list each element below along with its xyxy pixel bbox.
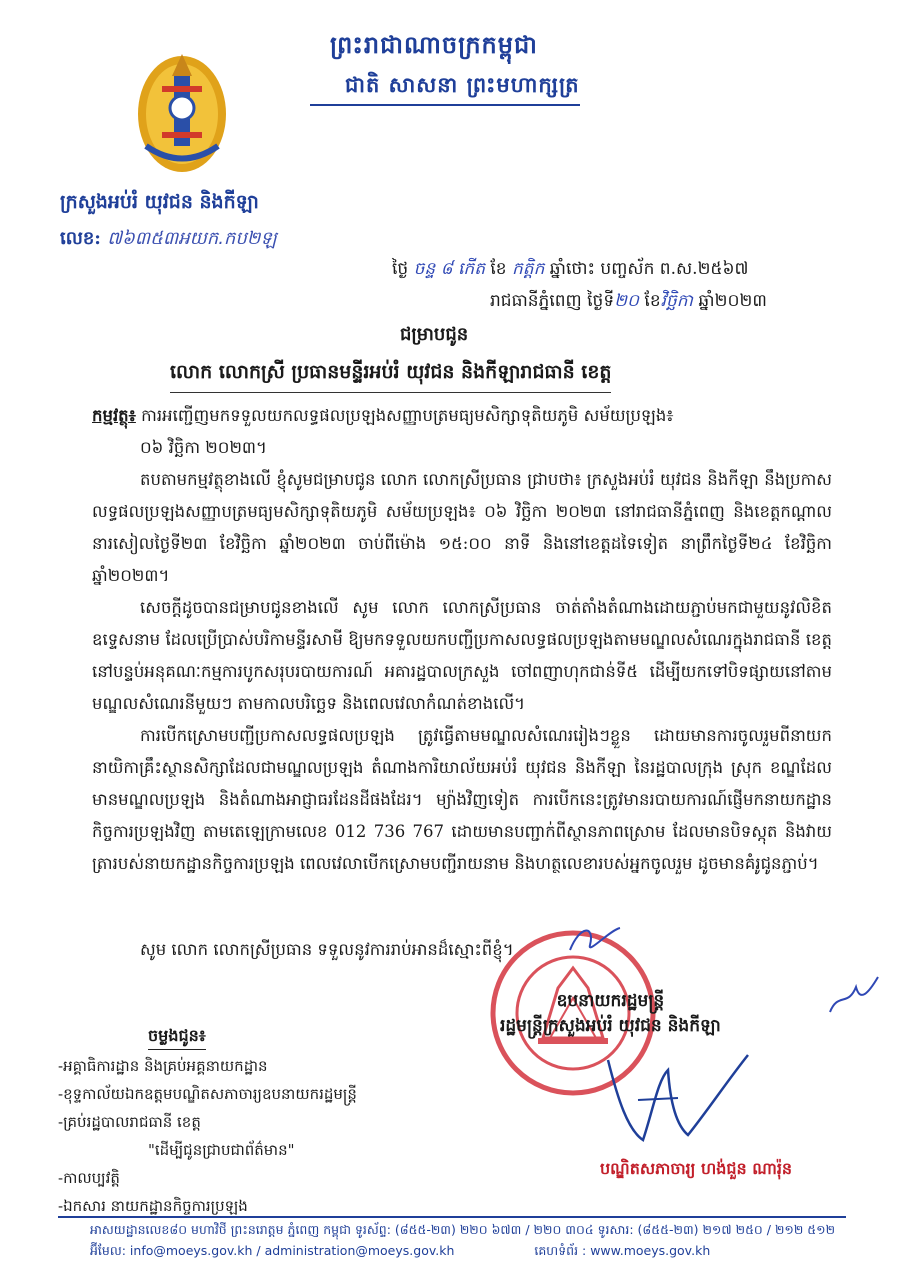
kingdom-title: ព្រះរាជាណាចក្រកម្ពុជា — [330, 30, 538, 59]
day-handwritten: ២០ — [614, 291, 640, 311]
lunar-year: ឆ្នាំថោះ បញ្ចស័ក ព.ស.២៥៦៧ — [549, 259, 749, 279]
cc-item: -ឯកសារ នាយកដ្ឋានកិច្ចការប្រឡង — [58, 1197, 248, 1215]
cc-item: -ខុទ្ទកាល័យឯកឧត្ដមបណ្ឌិតសភាចារ្យឧបនាយករដ្ឋមន្ត្រី — [58, 1085, 357, 1103]
addressee-name: លោក លោកស្រី ប្រធានមន្ទីរអប់រំ យុវជន និងកីឡារាជធានី ខេត្ត — [170, 360, 611, 393]
place-day-label: រាជធានីភ្នំពេញ ថ្ងៃទី — [490, 291, 615, 311]
closing-line: សូម លោក លោកស្រីប្រធាន ទទួលនូវការរាប់អានដ៏ស្មោះពីខ្ញុំ។ — [140, 940, 514, 959]
subject-line — [92, 400, 832, 432]
signature — [598, 1040, 758, 1154]
signer-title-2: រដ្ឋមន្ត្រីក្រសួងអប់រំ យុវជន និងកីឡា — [500, 1016, 721, 1036]
handwritten-mark — [828, 972, 888, 1026]
ministry-name: ក្រសួងអប់រំ យុវជន និងកីឡា — [60, 191, 259, 213]
subject-continuation: ០៦ វិច្ឆិកា ២០២៣។ — [140, 438, 267, 457]
ref-value: ៧៦៣៥៣អយក.កប២ឡ — [107, 228, 277, 249]
footer-address: អាសយដ្ឋានលេខ៨០ មហាវិថី ព្រះនរោត្តម ភ្នំពេញ កម្ពុជា ទូរស័ព្ទ: (៨៥៥-២៣) ២២០ ៦៧៣ / ២២០ ៣០៤ ទូរសារ: (៨៥៥-២៣) ២១៧ ២៥០ / ២១២ ៥១២ — [90, 1222, 836, 1237]
cc-item-note: "ដើម្បីជូនជ្រាបជាព័ត៌មាន" — [148, 1141, 295, 1159]
letter-body — [92, 400, 832, 880]
cc-title: ចម្លងជូន៖ — [148, 1025, 206, 1050]
lunar-date-line — [392, 258, 748, 283]
solar-date-line — [490, 290, 767, 315]
month-label-2: ខែ — [644, 291, 661, 311]
date-prefix: ថ្ងៃ — [392, 259, 409, 279]
month-label: ខែ — [490, 259, 507, 279]
signer-title-1: ឧបនាយករដ្ឋមន្ត្រី — [556, 991, 665, 1011]
cc-list — [58, 1052, 357, 1220]
national-motto: ជាតិ សាសនា ព្រះមហាក្សត្រ — [345, 72, 580, 97]
cc-item: -កាលប្បវត្តិ — [58, 1169, 120, 1187]
month-handwritten: វិច្ឆិកា — [660, 291, 693, 311]
handwritten-initial — [565, 920, 625, 964]
cc-item: -អគ្គាធិការដ្ឋាន និងគ្រប់អគ្គនាយកដ្ឋាន — [58, 1057, 268, 1075]
footer-website: គេហទំព័រ : www.moeys.gov.kh — [534, 1243, 711, 1258]
footer-email: អ៊ីមែល: info@moeys.gov.kh / administration@moeys.gov.kh — [90, 1243, 455, 1258]
signer-name: បណ្ឌិតសភាចារ្យ ហង់ជួន ណារ៉ុន — [600, 1159, 793, 1178]
solar-year: ឆ្នាំ២០២៣ — [698, 291, 767, 311]
cc-item: -គ្រប់រដ្ឋបាលរាជធានី ខេត្ត — [58, 1113, 201, 1131]
footer-divider — [58, 1216, 846, 1218]
signer-block — [500, 990, 721, 1040]
paragraph-3: ការបើកស្រោមបញ្ជីប្រកាសលទ្ធផលប្រឡង ត្រូវធ្វើតាមមណ្ឌលសំណេររៀងៗខ្លួន ដោយមានការចូលរួមពីនាយក នាយិកាគ្រឹះស្ថានសិក្សាដែលជាមណ្ឌលប្រឡង តំណាងការិយាល័យអប់រំ យុវជន និងកីឡា នៃរដ្ឋបាលក្រុង ស្រុក ខណ្ឌដែលមានមណ្ឌលប្រឡង និងតំណាងអាជ្ញាធរដែនដីផងដែរ។ ម្យ៉ាងវិញទៀត ការបើកនេះត្រូវមានរបាយការណ៍ផ្ញើមកនាយកដ្ឋានកិច្ចការប្រឡងវិញ តាមតេឡេក្រាមលេខ 012 736 767 ដោយមានបញ្ជាក់ពីស្ថានភាពស្រោម ដែលមានបិទស្កុត និងវាយត្រារបស់នាយកដ្ឋានកិច្ចការប្រឡង ពេលវេលាបើកស្រោមបញ្ជីរាយនាម និងហត្ថលេខារបស់អ្នកចូលរួម ដូចមានគំរូជូនភ្ជាប់។ — [92, 726, 832, 873]
paragraph-2: សេចក្ដីដូចបានជម្រាបជូនខាងលើ សូម លោក លោកស្រីប្រធាន ចាត់តាំងតំណាងដោយភ្ជាប់មកជាមួយនូវលិខិតឧទ្ទេសនាម ដែលប្រើប្រាស់បរិកាមន្ទីរសាមី ឱ្យមកទទួលយកបញ្ជីប្រកាសលទ្ធផលប្រឡងតាមមណ្ឌលសំណេរក្នុងរាជធានី ខេត្ត នៅបន្ទប់អនុគណៈកម្មការបូកសរុបរបាយការណ៍ អគារដ្ឋបាលក្រសួង ចៅពញាហុកជាន់ទី៥ ដើម្បីយកទៅបិទផ្សាយនៅតាមមណ្ឌលសំណេរនីមួយៗ តាមកាលបរិច្ឆេទ និងពេលវេលាកំណត់ខាងលើ។ — [92, 598, 832, 713]
footer-contacts — [90, 1243, 710, 1262]
ref-label: លេខ: — [60, 228, 101, 249]
lunar-day-handwritten: ចន្ទ ៨ កើត — [413, 259, 485, 279]
ministry-emblem — [132, 36, 232, 180]
paragraph-1: តបតាមកម្មវត្ថុខាងលើ ខ្ញុំសូមជម្រាបជូន លោក លោកស្រីប្រធាន ជ្រាបថា៖ ក្រសួងអប់រំ យុវជន និងកីឡា នឹងប្រកាសលទ្ធផលប្រឡងសញ្ញាបត្រមធ្យមសិក្សាទុតិយភូមិ សម័យប្រឡង៖ ០៦ វិច្ឆិកា ២០២៣ នៅរាជធានីភ្នំពេញ និងខេត្តកណ្ដាល នារសៀលថ្ងៃទី២៣ ខែវិច្ឆិកា ឆ្នាំ២០២៣ ចាប់ពីម៉ោង ១៥:០០ នាទី និងនៅខេត្តដទៃទៀត នាព្រឹកថ្ងៃទី២៤ ខែវិច្ឆិកា ឆ្នាំ២០២៣។ — [92, 470, 832, 585]
subject-text: ការអញ្ជើញមកទទួលយកលទ្ធផលប្រឡងសញ្ញាបត្រមធ្យមសិក្សាទុតិយភូមិ សម័យប្រឡង៖ — [141, 406, 674, 425]
motto-divider — [310, 104, 580, 106]
reference-number — [60, 226, 277, 253]
subject-label: កម្មវត្ថុ៖ — [92, 406, 136, 425]
addressee-label: ជម្រាបជូន — [400, 324, 469, 345]
lunar-month-handwritten: កត្ដិក — [512, 259, 545, 279]
